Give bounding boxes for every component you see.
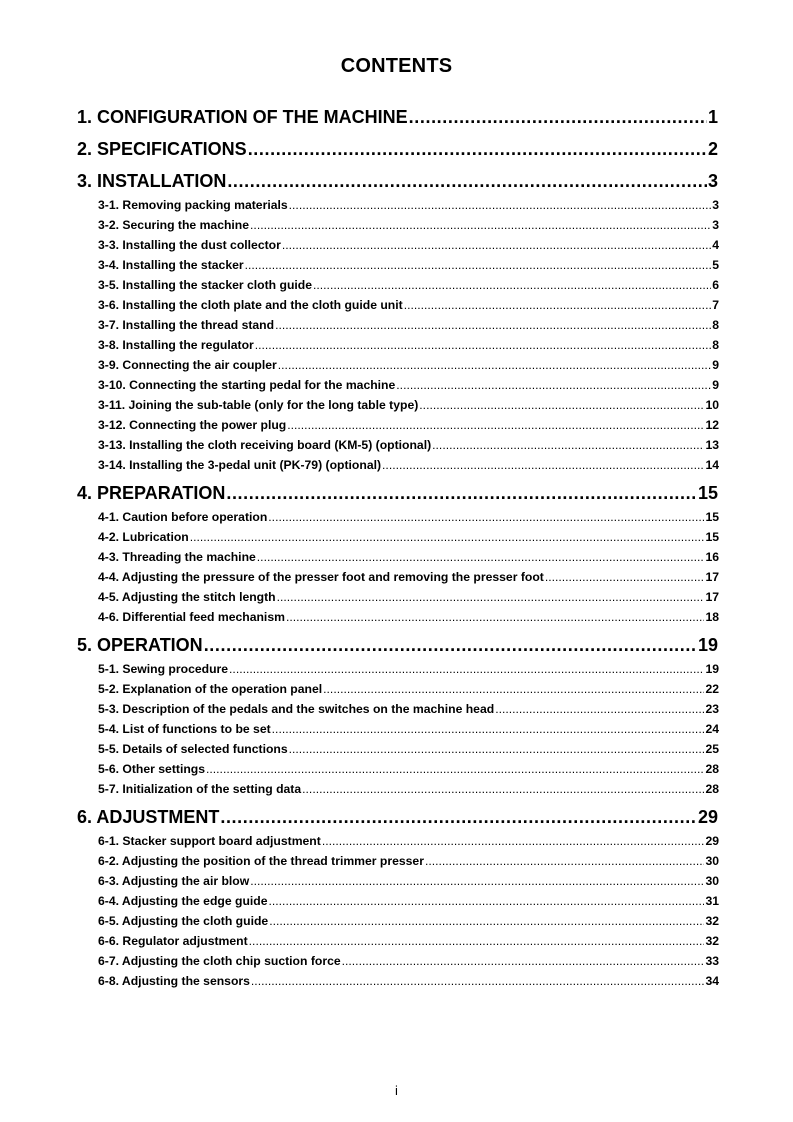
toc-section — [77, 801, 718, 991]
toc-subsection-entry[interactable] — [98, 931, 719, 951]
toc-section-entry[interactable] — [77, 101, 718, 133]
toc-subsection-entry[interactable] — [98, 779, 719, 799]
toc-subsection-label: 5-7. Initialization of the setting data — [98, 782, 302, 796]
toc-subsection-entry[interactable] — [98, 659, 719, 679]
dot-leader — [257, 547, 705, 567]
toc-subsection-label: 3-2. Securing the machine — [98, 218, 250, 232]
dot-leader — [204, 629, 697, 661]
toc-subsection-page: 8 — [712, 338, 719, 352]
toc-subsection-entry[interactable] — [98, 699, 719, 719]
toc-subsection-label: 4-6. Differential feed mechanism — [98, 610, 285, 624]
toc-subsection-list — [77, 507, 718, 627]
toc-subsection-page: 5 — [712, 258, 719, 272]
toc-section — [77, 133, 718, 165]
toc-subsection-label: 3-8. Installing the regulator — [98, 338, 254, 352]
toc-subsection-label: 3-11. Joining the sub-table (only for the long table type) — [98, 398, 419, 412]
dot-leader — [323, 679, 704, 699]
toc-subsection-label: 6-5. Adjusting the cloth guide — [98, 914, 269, 928]
dot-leader — [495, 699, 704, 719]
dot-leader — [272, 719, 705, 739]
toc-subsection-label: 5-3. Description of the pedals and the switches on the machine head — [98, 702, 495, 716]
toc-section-entry[interactable] — [77, 477, 718, 509]
toc-section-entry[interactable] — [77, 801, 718, 833]
toc-subsection-page: 30 — [705, 854, 719, 868]
dot-leader — [229, 659, 704, 679]
toc-subsection-page: 3 — [712, 198, 719, 212]
toc-subsection-page: 31 — [705, 894, 719, 908]
dot-leader — [269, 911, 704, 931]
toc-section-page: 3 — [707, 171, 718, 191]
toc-subsection-label: 6-2. Adjusting the position of the thread trimmer presser — [98, 854, 424, 868]
toc-subsection-entry[interactable] — [98, 587, 719, 607]
toc-section-page: 2 — [707, 139, 718, 159]
toc-subsection-label: 5-6. Other settings — [98, 762, 206, 776]
toc-subsection-entry[interactable] — [98, 567, 719, 587]
toc-subsection-entry[interactable] — [98, 679, 719, 699]
toc-section-page: 15 — [697, 483, 718, 503]
toc-subsection-label: 3-6. Installing the cloth plate and the cloth guide unit — [98, 298, 403, 312]
dot-leader — [396, 375, 711, 395]
toc-subsection-page: 17 — [705, 570, 719, 584]
toc-section-label: 3. INSTALLATION — [77, 171, 227, 191]
toc-subsection-page: 13 — [705, 438, 719, 452]
toc-subsection-page: 15 — [705, 510, 719, 524]
toc-subsection-entry[interactable] — [98, 435, 719, 455]
toc-subsection-entry[interactable] — [98, 911, 719, 931]
toc-subsection-label: 3-10. Connecting the starting pedal for the machine — [98, 378, 396, 392]
dot-leader — [286, 607, 705, 627]
toc-subsection-label: 3-12. Connecting the power plug — [98, 418, 287, 432]
dot-leader — [432, 435, 704, 455]
toc-subsection-label: 5-4. List of functions to be set — [98, 722, 271, 736]
toc-subsection-entry[interactable] — [98, 739, 719, 759]
dot-leader — [255, 335, 711, 355]
toc-subsection-page: 17 — [705, 590, 719, 604]
toc-subsection-page: 18 — [705, 610, 719, 624]
toc-subsection-entry[interactable] — [98, 951, 719, 971]
toc-subsection-label: 4-3. Threading the machine — [98, 550, 256, 564]
toc-subsection-entry[interactable] — [98, 719, 719, 739]
dot-leader — [287, 415, 704, 435]
dot-leader — [250, 871, 704, 891]
dot-leader — [190, 527, 705, 547]
toc-subsection-page: 25 — [705, 742, 719, 756]
toc-subsection-entry[interactable] — [98, 455, 719, 475]
dot-leader — [250, 215, 711, 235]
toc-section — [77, 629, 718, 799]
toc-section-entry[interactable] — [77, 133, 718, 165]
toc-subsection-label: 3-4. Installing the stacker — [98, 258, 244, 272]
toc-section — [77, 101, 718, 133]
toc-subsection-entry[interactable] — [98, 527, 719, 547]
toc-subsection-page: 12 — [705, 418, 719, 432]
toc-subsection-entry[interactable] — [98, 831, 719, 851]
toc-section-page: 1 — [707, 107, 718, 127]
toc-subsection-page: 34 — [705, 974, 719, 988]
toc-subsection-label: 3-7. Installing the thread stand — [98, 318, 275, 332]
toc-subsection-page: 28 — [705, 762, 719, 776]
toc-subsection-entry[interactable] — [98, 295, 719, 315]
toc-subsection-page: 14 — [705, 458, 719, 472]
toc-subsection-label: 5-2. Explanation of the operation panel — [98, 682, 323, 696]
toc-subsection-entry[interactable] — [98, 971, 719, 991]
toc-section-entry[interactable] — [77, 165, 718, 197]
dot-leader — [248, 133, 707, 165]
dot-leader — [275, 315, 711, 335]
toc-subsection-label: 3-1. Removing packing materials — [98, 198, 288, 212]
toc-subsection-page: 3 — [712, 218, 719, 232]
toc-subsection-page: 30 — [705, 874, 719, 888]
toc-subsection-entry[interactable] — [98, 507, 719, 527]
toc-subsection-page: 29 — [705, 834, 719, 848]
toc-section-page: 19 — [697, 635, 718, 655]
toc-subsection-page: 24 — [705, 722, 719, 736]
toc-subsection-entry[interactable] — [98, 215, 719, 235]
dot-leader — [302, 779, 704, 799]
toc-subsection-entry[interactable] — [98, 851, 719, 871]
dot-leader — [220, 801, 697, 833]
table-of-contents — [77, 101, 718, 993]
dot-leader — [278, 355, 711, 375]
dot-leader — [322, 831, 705, 851]
toc-subsection-page: 9 — [712, 358, 719, 372]
toc-subsection-label: 3-9. Connecting the air coupler — [98, 358, 277, 372]
toc-subsection-entry[interactable] — [98, 315, 719, 335]
toc-subsection-entry[interactable] — [98, 547, 719, 567]
dot-leader — [382, 455, 704, 475]
dot-leader — [425, 851, 704, 871]
toc-section-label: 2. SPECIFICATIONS — [77, 139, 247, 159]
toc-subsection-label: 6-8. Adjusting the sensors — [98, 974, 250, 988]
toc-subsection-page: 8 — [712, 318, 719, 332]
toc-subsection-page: 16 — [705, 550, 719, 564]
toc-section-page: 29 — [697, 807, 718, 827]
toc-subsection-page: 10 — [705, 398, 719, 412]
toc-subsection-page: 22 — [705, 682, 719, 696]
dot-leader — [206, 759, 704, 779]
toc-subsection-entry[interactable] — [98, 759, 719, 779]
toc-subsection-entry[interactable] — [98, 871, 719, 891]
toc-subsection-entry[interactable] — [98, 255, 719, 275]
toc-subsection-label: 3-5. Installing the stacker cloth guide — [98, 278, 313, 292]
dot-leader — [342, 951, 705, 971]
toc-section — [77, 477, 718, 627]
toc-subsection-label: 3-14. Installing the 3-pedal unit (PK-79) (optional) — [98, 458, 382, 472]
dot-leader — [545, 567, 705, 587]
toc-subsection-entry[interactable] — [98, 235, 719, 255]
toc-subsection-entry[interactable] — [98, 607, 719, 627]
dot-leader — [268, 507, 704, 527]
toc-section-label: 1. CONFIGURATION OF THE MACHINE — [77, 107, 408, 127]
toc-subsection-page: 7 — [712, 298, 719, 312]
toc-subsection-list — [77, 831, 718, 991]
toc-subsection-label: 5-1. Sewing procedure — [98, 662, 229, 676]
dot-leader — [277, 587, 705, 607]
toc-subsection-label: 4-2. Lubrication — [98, 530, 189, 544]
dot-leader — [313, 275, 711, 295]
toc-subsection-page: 9 — [712, 378, 719, 392]
dot-leader — [269, 891, 705, 911]
toc-section-entry[interactable] — [77, 629, 718, 661]
dot-leader — [227, 165, 707, 197]
toc-section — [77, 165, 718, 475]
dot-leader — [289, 195, 712, 215]
page-number: i — [395, 1083, 398, 1098]
page-title: CONTENTS — [340, 55, 453, 77]
toc-subsection-page: 33 — [705, 954, 719, 968]
toc-subsection-label: 3-3. Installing the dust collector — [98, 238, 281, 252]
dot-leader — [249, 931, 705, 951]
toc-subsection-entry[interactable] — [98, 395, 719, 415]
toc-subsection-label: 6-3. Adjusting the air blow — [98, 874, 250, 888]
toc-subsection-entry[interactable] — [98, 195, 719, 215]
dot-leader — [245, 255, 712, 275]
toc-subsection-list — [77, 659, 718, 799]
toc-subsection-page: 4 — [712, 238, 719, 252]
toc-subsection-label: 4-1. Caution before operation — [98, 510, 268, 524]
toc-subsection-entry[interactable] — [98, 375, 719, 395]
toc-subsection-label: 5-5. Details of selected functions — [98, 742, 288, 756]
toc-section-label: 6. ADJUSTMENT — [77, 807, 220, 827]
dot-leader — [409, 101, 707, 133]
toc-subsection-page: 23 — [705, 702, 719, 716]
toc-subsection-label: 6-7. Adjusting the cloth chip suction force — [98, 954, 341, 968]
toc-section-label: 5. OPERATION — [77, 635, 203, 655]
toc-subsection-entry[interactable] — [98, 891, 719, 911]
dot-leader — [226, 477, 697, 509]
dot-leader — [251, 971, 705, 991]
toc-subsection-entry[interactable] — [98, 355, 719, 375]
toc-subsection-page: 15 — [705, 530, 719, 544]
toc-subsection-label: 3-13. Installing the cloth receiving board (KM-5) (optional) — [98, 438, 432, 452]
toc-subsection-label: 6-6. Regulator adjustment — [98, 934, 248, 948]
toc-subsection-entry[interactable] — [98, 275, 719, 295]
dot-leader — [404, 295, 712, 315]
toc-subsection-label: 6-1. Stacker support board adjustment — [98, 834, 321, 848]
toc-subsection-page: 19 — [705, 662, 719, 676]
toc-subsection-entry[interactable] — [98, 335, 719, 355]
toc-subsection-label: 6-4. Adjusting the edge guide — [98, 894, 268, 908]
toc-subsection-label: 4-5. Adjusting the stitch length — [98, 590, 276, 604]
toc-subsection-page: 6 — [712, 278, 719, 292]
dot-leader — [282, 235, 711, 255]
toc-section-label: 4. PREPARATION — [77, 483, 226, 503]
dot-leader — [419, 395, 704, 415]
toc-subsection-list — [77, 195, 718, 475]
toc-subsection-label: 4-4. Adjusting the pressure of the presser foot and removing the presser foot — [98, 570, 544, 584]
toc-subsection-page: 32 — [705, 914, 719, 928]
dot-leader — [289, 739, 705, 759]
toc-subsection-entry[interactable] — [98, 415, 719, 435]
toc-subsection-page: 28 — [705, 782, 719, 796]
toc-subsection-page: 32 — [705, 934, 719, 948]
